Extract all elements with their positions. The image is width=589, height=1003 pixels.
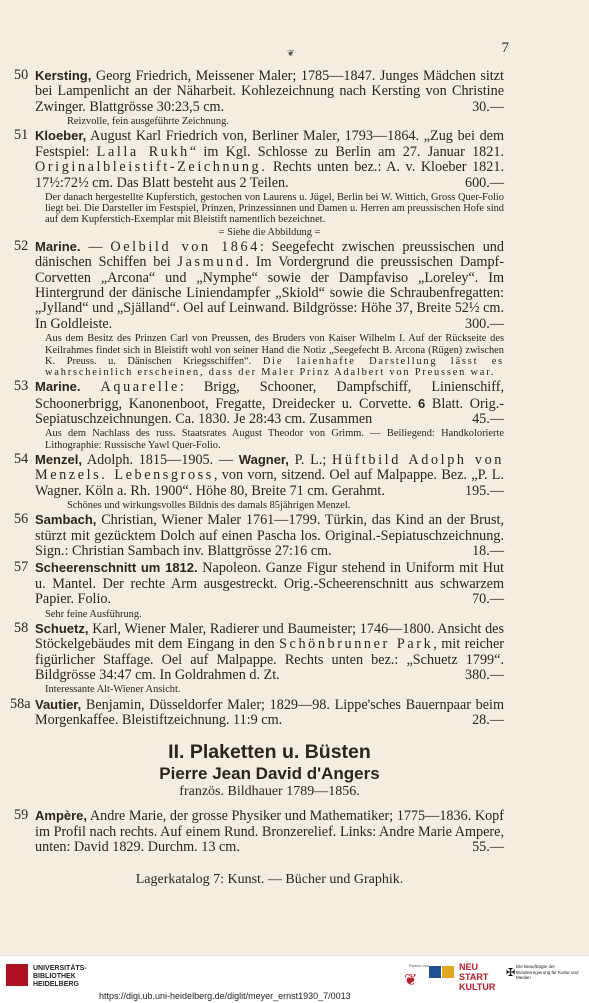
neustart-line-2: START [459, 972, 489, 982]
partner-label: Partner von [408, 963, 430, 968]
entry-number: 56 [14, 511, 29, 528]
entry-text: : Seegefecht zwischen preussischen und dänischen Schiffen bei [35, 238, 504, 271]
catalog-entry-58a [12, 697, 504, 729]
entry-note-see-figure: = Siehe die Abbildung = [218, 226, 321, 238]
entry-artist: Menzel, [35, 451, 82, 467]
catalog-entry-50 [12, 68, 504, 115]
entry-price: 28.— [472, 712, 504, 729]
entry-artist: Schuetz, [35, 620, 89, 636]
entry-text: — [80, 238, 111, 255]
entry-text: Andre Marie, der grosse Physiker und Mathematiker; 1775—1836. Kopf im Profil nach rechts. Auf einem Rund. Bronzerelief. Links: Andre Marie Ampere, unten: David 1829. Durchm. 13 cm. [35, 808, 504, 856]
entry-artist: Marine. [35, 379, 81, 395]
entry-number: 59 [14, 807, 29, 824]
entry-artist: Marine. [35, 238, 81, 254]
entry-text: “ im Kgl. Schlosse zu Berlin am 27. Januar 1821. [189, 143, 504, 160]
entry-price: 380.— [464, 667, 504, 684]
entry-number: 58 [14, 619, 29, 636]
entry-note: Schönes und wirkungsvolles Bildnis des damals 85jährigen Menzel. [67, 499, 351, 511]
entry-text-spaced: Aquarelle [100, 379, 180, 396]
entry-price: 300.— [464, 315, 504, 332]
entry-text: Georg Friedrich, Meissener Maler; 1785—1847. Junges Mädchen sitzt bei Lampenlicht an der Näharbeit. Kohlezeichnung nach Kersting von Christine Zwinger. Blattgrösse 30:23,5 cm. [35, 68, 504, 115]
entry-note: Aus dem Nachlass des russ. Staatsrates August Theodor von Grimm. — Beiliegend: Handkolorierte Lithographie: Russische Yawl Quer-Folio. [45, 428, 504, 451]
page-number: 7 [501, 40, 509, 56]
neustart-kultur-logo[interactable] [459, 962, 495, 992]
entry-note: Interessante Alt-Wiener Ansicht. [45, 684, 181, 696]
catalog-entry-51 [12, 128, 504, 191]
section-artist: Pierre Jean David d'Angers [159, 764, 380, 784]
entry-number: 54 [14, 450, 29, 467]
federal-commissioner-text[interactable]: Die Beauftragte der Bundesregierung für Kultur und Medien [516, 964, 579, 980]
partner-square-yellow-icon [442, 966, 454, 978]
university-library-logo-icon[interactable] [6, 964, 28, 986]
entry-note: Sehr feine Ausführung. [45, 608, 142, 620]
section-title: II. Plaketten u. Büsten [168, 741, 371, 764]
entry-price: 18.— [472, 542, 504, 559]
uni-line-1: UNIVERSITÄTS- [33, 965, 87, 972]
catalog-entry-57 [12, 560, 504, 607]
entry-price: 55.— [472, 839, 504, 856]
catalog-entry-54 [12, 452, 504, 499]
entry-artist: Kersting, [35, 68, 92, 83]
entry-text: : Brigg, Schooner, Dampfschiff, Linienschiff, Schoonerbrigg, Kanonenboot, Fregatte, Dreidecker u. Corvette. [35, 379, 504, 412]
entry-number: 50 [14, 67, 29, 83]
section-artist-subtitle: französ. Bildhauer 1789—1856. [179, 784, 360, 800]
entry-text: Christian, Wiener Maler 1761—1799. Türkin, das Kind an der Brust, stürzt mit gezücktem Dolch auf einen Pascha los. Original.-Sepiatuschzeichnung. Sign.: Christian Sambach inv. Blattgrösse 27:16 cm. [35, 512, 504, 559]
entry-text-spaced: Oelbild von 1864 [110, 238, 260, 255]
university-library-name[interactable] [33, 965, 87, 989]
entry-text: , mit reicher figürlicher Staffage. Oel auf Malpappe. Rechts unten bez.: „Schuetz 1799“. Bildgrösse 34:47 cm. In Goldrahmen d. Zt. [35, 636, 504, 684]
entry-artist: Vautier, [35, 696, 82, 712]
ornament-mark: ❦ [287, 48, 295, 58]
entry-text: Karl, Wiener Maler, Radierer und Baumeister; 1746—1800. Ansicht des Stöckelgebäudes mit dem Eingang in den [35, 620, 504, 653]
entry-count: 6 [418, 395, 426, 411]
catalog-entry-53 [12, 379, 504, 427]
entry-note: Der danach hergestellte Kupferstich, gestochen von Laurens u. Jügel, Berlin bei W. Wittich, Gross Quer-Folio liegt bei. Die Darsteller im Festspiel, Prinzen, Prinzessinnen und Damen u. Herren am preussischen Hofe sind auf dem Kupferstich-Exemplar mit Bleistift namentlich bezeichnet. [45, 192, 504, 226]
entry-price: 30.— [472, 98, 504, 115]
entry-number: 58a [10, 695, 31, 712]
entry-number: 52 [14, 237, 29, 254]
partner-square-blue-icon [429, 966, 441, 978]
entry-note-text: Aus dem Besitz des Prinzen Carl von Preussen, des Bruders von Kaiser Wilhelm I. Auf der Rückseite des Keilrahmes findet sich in Bleistift wohl von seiner Hand die Notiz „Seegefecht B. Arcona (Rügen) zwischen K. Preuss. u. Dänischen Kriegsschiffen“. [45, 333, 504, 367]
entry-note [35, 333, 504, 378]
entry-text: Adolph. 1815—1905. — [81, 451, 239, 468]
catalog-content [12, 68, 504, 888]
entry-text: August Karl Friedrich von, Berliner Maler, 1793—1864. „Zug bei dem Festspiel: [35, 128, 504, 160]
entry-text-spaced: Originalbleistift-Zeichnung. [35, 159, 268, 176]
entry-text-spaced: Lalla Rukh [96, 143, 190, 160]
entry-text: , von vorn, sitzend. Oel auf Malpappe. Bez. „P. L. Wagner. Köln a. Rh. 1900“. Höhe 80, Breite 71 cm. Gerahmt. [35, 467, 504, 499]
entry-price: 45.— [472, 410, 504, 427]
catalog-entry-58 [12, 621, 504, 684]
entry-text: Blatt. Orig.-Sepiatuschzeichnungen. Ca. 1830. Je 28:43 cm. Zusammen [35, 395, 504, 427]
entry-text: P. L.; [288, 451, 333, 468]
entry-artist-2: Wagner, [238, 451, 289, 467]
catalog-entry-59 [12, 808, 504, 855]
entry-text: Napoleon. Ganze Figur stehend in Uniform mit Hut u. Mantel. Der rechte Arm ausgestreckt. Orig.-Scheerenschnitt aus schwarzem Papier. Folio. [35, 560, 504, 608]
entry-price: 70.— [472, 591, 504, 608]
entry-number: 53 [14, 378, 29, 395]
uni-line-3: HEIDELBERG [33, 981, 79, 988]
catalog-entry-52 [12, 239, 504, 332]
permalink-url[interactable]: https://digi.ub.uni-heidelberg.de/diglit/meyer_ernst1930_7/0013 [99, 991, 351, 1001]
entry-artist: Ampère, [35, 808, 88, 824]
entry-price: 600.— [464, 174, 504, 191]
federal-eagle-icon: ✠ [506, 967, 516, 979]
entry-number: 57 [14, 559, 29, 576]
entry-note-spaced: Die laienhafte Darstellung lässt es wahrscheinlich erscheinen, dass der Maler Prinz Adalbert von Preussen war. [45, 355, 504, 378]
entry-artist: Kloeber, [35, 128, 87, 144]
entry-text-spaced: Hüftbild Adolph von Menzels. Lebensgross [35, 451, 504, 484]
uni-line-2: BIBLIOTHEK [33, 973, 76, 980]
bottom-bar [0, 955, 589, 1003]
entry-artist: Sambach, [35, 512, 97, 528]
entry-text: Benjamin, Düsseldorfer Maler; 1829—98. Lippe'sches Bauernpaar beim Morgenkaffee. Bleistiftzeichnung. 11:9 cm. [35, 696, 504, 729]
entry-text-spaced: Jasmund [177, 254, 246, 271]
entry-text: . Im Vordergrund die preussischen Dampf-Corvetten „Arcona“ und „Nymphe“ sowie der Dampfaviso „Loreley“. Im Hintergrund der dänische Liniendampfer „Skiold“ sowie die Schraubenfregatten: „Jylland“ und „Själland“. Oel auf Leinwand. Bildgrösse: Höhe 37, Breite 52½ cm. In Goldleiste. [35, 254, 504, 332]
neustart-line-1: NEU [459, 962, 479, 972]
catalog-footer: Lagerkatalog 7: Kunst. — Bücher und Graphik. [135, 871, 404, 887]
entry-price: 195.— [464, 482, 504, 499]
catalog-entry-56 [12, 512, 504, 559]
neustart-line-3: KULTUR [459, 982, 496, 992]
partner-bird-icon: ❦ [404, 972, 418, 989]
entry-text: Rechts unten bez.: A. v. Kloeber 1821. 17½:72½ cm. Das Blatt besteht aus 2 Teilen. [35, 159, 504, 191]
entry-text-spaced: Schönbrunner Park [279, 636, 434, 653]
entry-number: 51 [14, 127, 29, 144]
entry-note: Reizvolle, fein ausgeführte Zeichnung. [67, 116, 229, 128]
entry-artist: Scheerenschnitt um 1812. [35, 560, 198, 576]
